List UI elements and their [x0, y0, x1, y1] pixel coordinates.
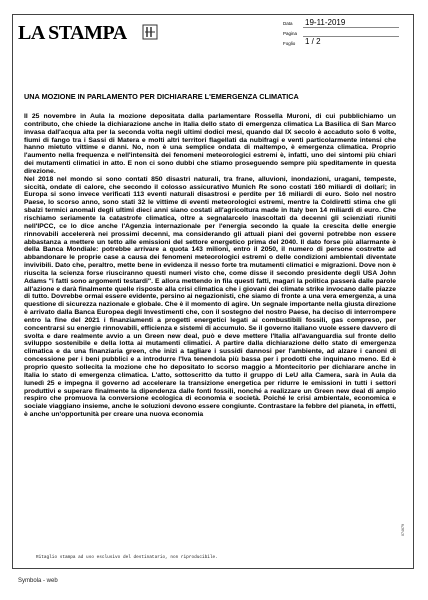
- clipping-code: 074679: [401, 524, 405, 536]
- sheet-value: 1 / 2: [305, 37, 321, 46]
- clipping-meta: [283, 18, 401, 46]
- page-label: Pagina: [283, 31, 298, 36]
- article-heading: UNA MOZIONE IN PARLAMENTO PER DICHIARARE L'EMERGENZA CLIMATICA: [24, 92, 299, 101]
- newspaper-logo-icon: [142, 24, 158, 40]
- reproduction-notice: Ritaglio stampa ad uso esclusivo del destinatario, non riproducibile.: [36, 555, 218, 560]
- date-rule: [303, 27, 399, 28]
- sheet-label: Foglio: [283, 41, 296, 46]
- article-body: [24, 113, 396, 419]
- date-value: 19-11-2019: [305, 18, 346, 27]
- article-paragraph: Nel 2018 nel mondo si sono contati 850 disastri naturali, tra frane, alluvioni, inondazioni, uragani, tempeste, siccità, ondate di calore, che secondo il colosso assicurativo Munich Re sono costati 160 miliardi di dollari; in Europa si sono invece verificati 113 eventi naturali disastrosi e perdite per 16 miliardi di euro. Solo nel nostro Paese, lo scorso anno, sono stati 32 le vittime di eventi meteorologici estremi, mentre la Coldiretti stima che gli sbalzi termici anomali degli ultimi dieci anni siano costati all'agricoltura made in Italy ben 14 miliardi di euro. Che rischiamo seriamente la catastrofe climatica, oltre a segnalarcelo inascoltati da decenni gli scienziati riuniti nell'IPCC, ce lo dice anche l'Agenzia internazionale per l'energia secondo la quale la crescita delle energie rinnovabili accelererà nei prossimi decenni, ma considerando gli attuali piani dei governi potrebbe non essere abbastanza a mettere un tetto alle emissioni del settore energetico prima del 2040. Il dato forse più allarmante è della Banca Mondiale: potrebbe arrivare a quota 143 milioni, entro il 2050, il numero di persone costrette ad abbandonare le proprie case a causa dei fenomeni meteorologici estremi o delle condizioni ambientali diventate invivibili. Dato che, peraltro, mette bene in evidenza il nesso forte tra mutamenti climatici e migrazioni. Dove non è riuscita la scienza forse riusciranno questi numeri visto che, come disse il secondo presidente degli USA John Adams "i fatti sono argomenti testardi". E allora mettendo in fila questi fatti, magari la politica passerà dalle parole all'azione e darà finalmente quelle risposte alla crisi climatica che i giovani dei climate strike invocano dalle piazze di tutto. Dovrebbe ormai essere evidente, persino ai negazionisti, che siamo di fronte a una vera emergenza, a una questione di sicurezza nazionale e globale. Che è il momento di agire. Un segnale importante nella giusta direzione è arrivato dalla Banca Europea degli Investimenti che, con il sostegno del nostro Paese, ha deciso di interrompere entro la fine del 2021 i finanziamenti a progetti energetici legati ai combustibili fossili, gas compreso, per concentrarsi su energie rinnovabili, efficienza e sistemi di accumulo. Se il governo italiano vuole essere davvero di svolta e dare realmente avvio a un Green new deal, può e deve mettere l'Italia all'avanguardia sul fronte dello sviluppo sostenibile e della lotta ai mutamenti climatici. A partire dalla dichiarazione dello stato di emergenza climatica e da una finanziaria green, che inizi a tagliare i sussidi dannosi per l'ambiente, ad alzare i canoni di concessione per i beni pubblici e a introdurre l'Iva tenendola più bassa per i prodotti che inquinano meno. Ed è proprio questo sollecita la mozione che ho depositato lo scorso maggio a Montecitorio per dichiarare anche in Italia lo stato di emergenza climatica. L'atto, sottoscritto da tutto il gruppo di LeU alla Camera, sarà in Aula da lunedì 25 e impegna il governo ad accelerare la transizione energetica per ridurre le emissioni in tutti i settori produttivi e superare finalmente la dipendenza dalle fonti fossili, nonché a realizzare un Green new deal di ampio respiro che promuova la conversione ecologica di economia e società. Poiché le crisi ambientale, economica e sociale viaggiano insieme, anche le soluzioni devono essere congiunte. Contrastare la febbre del pianeta, in effetti, è anche un'opportunità per creare una nuova economia: [24, 175, 396, 419]
- newspaper-masthead: LA STAMPA: [18, 22, 127, 44]
- source-credit: Symbola - web: [18, 578, 58, 584]
- date-label: Data: [283, 21, 293, 26]
- article-paragraph: Il 25 novembre in Aula la mozione depositata dalla parlamentare Rossella Muroni, di cui pubblichiamo un contributo, che chiede la dichiarazione anche in Italia dello stato di emergenza climatica La Basilica di San Marco invasa dall'acqua alta per la seconda volta negli ultimi dodici mesi, quando dal IX secolo è accaduto solo 6 volte, fiumi di fango tra i Sassi di Matera e molti altri territori flagellati da nubifragi e venti particolarmente intensi che hanno mietuto vittime e danni. No, non è una semplice ondata di maltempo, è emergenza climatica. Proprio l'aumento nella frequenza e nell'intensità dei fenomeni meteorologici estremi è, infatti, uno dei sintomi più chiari dei mutamenti climatici in atto. E non ci sono dubbi che stiamo proseguendo sempre più speditamente in questa direzione.: [24, 113, 396, 175]
